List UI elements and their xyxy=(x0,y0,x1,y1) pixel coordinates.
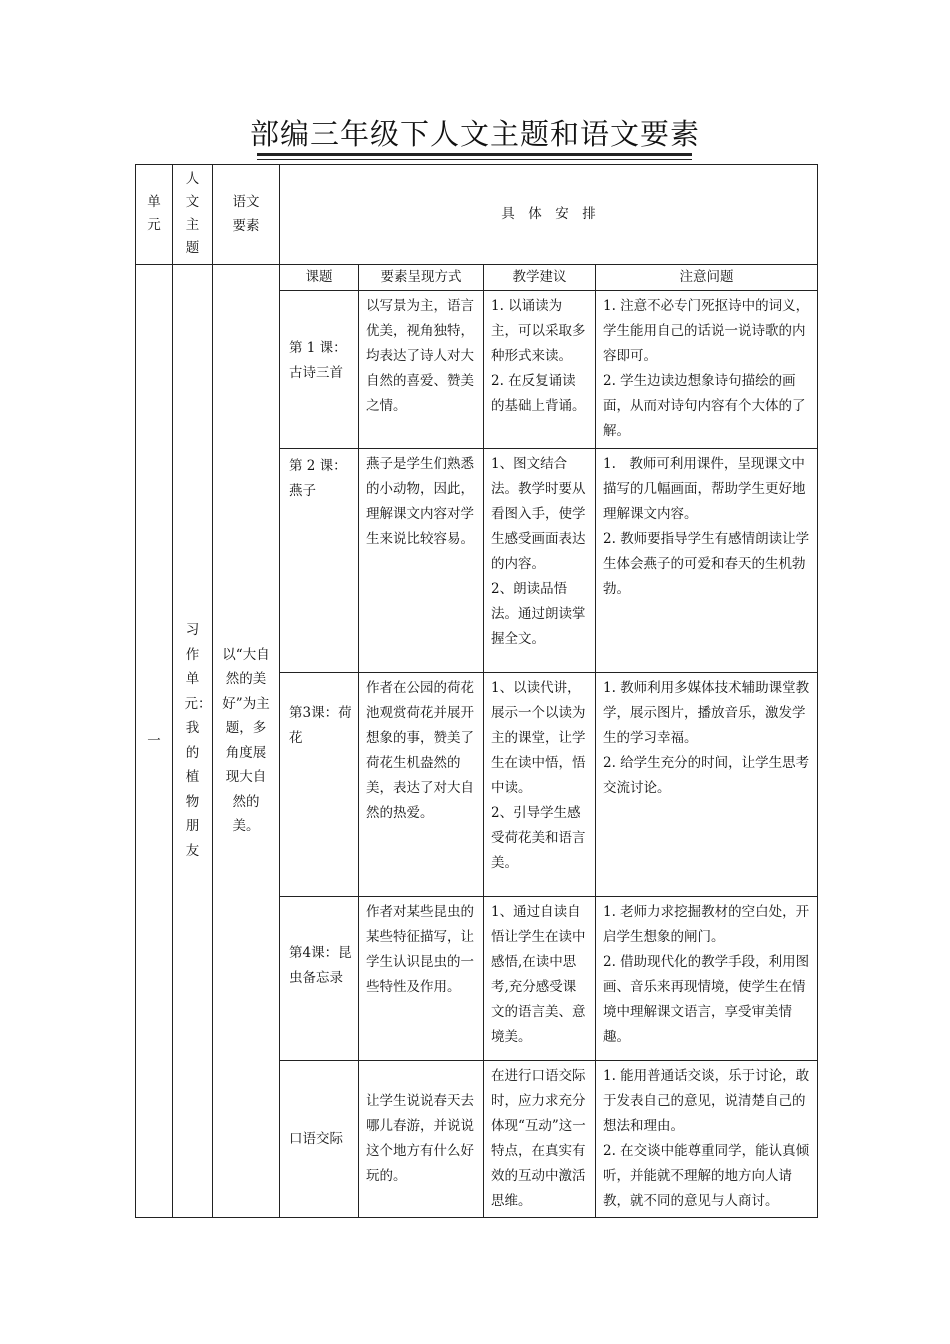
presentation-text: 作者在公园的荷花池观赏荷花并展开想象的事，赞美了荷花生机盎然的美，表达了对大自然的热爱。 xyxy=(366,680,474,821)
lesson-title-text: 第4课：昆虫备忘录 xyxy=(289,945,352,986)
attention-cell xyxy=(596,449,818,673)
lesson-title-text: 第3课：荷花 xyxy=(289,705,352,746)
suggestion-item: 1、以读代讲，展示一个以读为主的课堂，让学生在读中悟，悟中读。 xyxy=(491,680,586,796)
header-unit xyxy=(136,165,173,265)
attention-cell xyxy=(596,673,818,897)
lesson-title xyxy=(280,291,359,449)
unit-number xyxy=(136,265,173,1218)
unit-number-text: 一 xyxy=(147,732,161,749)
unit-theme xyxy=(173,265,213,1218)
subheader-attention: 注意问题 xyxy=(596,265,818,291)
attention-item: 2. 在交谈中能尊重同学，能认真倾听，并能就不理解的地方向人请教，就不同的意见与人商讨。 xyxy=(603,1143,810,1209)
lesson-title-text: 口语交际 xyxy=(289,1130,343,1147)
document-title: 部编三年级下人文主题和语文要素 xyxy=(249,117,700,151)
presentation-text: 让学生说说春天去哪儿春游，并说说这个地方有什么好玩的。 xyxy=(366,1093,474,1184)
presentation-cell xyxy=(359,897,484,1061)
lesson-title xyxy=(280,1061,359,1218)
header-theme-text: 人文主题 xyxy=(185,171,200,256)
subheader-presentation: 要素呈现方式 xyxy=(359,265,484,291)
attention-item: 1. 教师利用多媒体技术辅助课堂教学，展示图片，播放音乐，激发学生的学习幸福。 xyxy=(603,680,810,746)
lesson-title-text: 第 2 课：燕子 xyxy=(289,458,347,499)
attention-item: 2. 给学生充分的时间，让学生思考交流讨论。 xyxy=(603,755,810,796)
header-element xyxy=(213,165,280,265)
header-theme xyxy=(173,165,213,265)
lesson-title xyxy=(280,449,359,673)
presentation-cell xyxy=(359,1061,484,1218)
header-unit-text: 单元 xyxy=(147,194,161,233)
unit-theme-text: 习作单元：我的植物朋友 xyxy=(184,622,212,859)
attention-item: 2. 学生边读边想象诗句描绘的画面，从而对诗句内容有个大体的了解。 xyxy=(603,373,806,439)
presentation-text: 以写景为主，语言优美，视角独特，均表达了诗人对大自然的喜爱、赞美之情。 xyxy=(366,298,474,414)
attention-cell xyxy=(596,1061,818,1218)
lesson-title-text: 第 1 课：古诗三首 xyxy=(289,340,347,381)
presentation-cell xyxy=(359,673,484,897)
title-underline-thick xyxy=(257,153,692,156)
lesson-plan-table xyxy=(135,164,818,1218)
attention-cell xyxy=(596,897,818,1061)
suggestion-cell xyxy=(484,449,596,673)
unit-element-text: 以“大自然的美好”为主题，多角度展现大自然的美。 xyxy=(222,646,270,835)
presentation-text: 燕子是学生们熟悉的小动物，因此，理解课文内容对学生来说比较容易。 xyxy=(366,456,474,547)
suggestion-cell xyxy=(484,673,596,897)
attention-item: 1. 老师力求挖掘教材的空白处，开启学生想象的闸门。 xyxy=(603,904,810,945)
lesson-title xyxy=(280,673,359,897)
attention-item: 2. 教师要指导学生有感情朗读让学生体会燕子的可爱和春天的生机勃勃。 xyxy=(603,531,810,597)
subheader-lesson: 课题 xyxy=(280,265,359,291)
suggestion-cell xyxy=(484,1061,596,1218)
suggestion-item: 1、通过自读自悟让学生在读中感悟,在读中思考,充分感受课文的语言美、意境美。 xyxy=(491,904,586,1045)
attention-item: 2. 借助现代化的教学手段，利用图画、音乐来再现情境，使学生在情境中理解课文语言，享受审美情趣。 xyxy=(603,954,810,1045)
attention-item: 1. 注意不必专门死抠诗中的词义，学生能用自己的话说一说诗歌的内容即可。 xyxy=(603,298,810,364)
header-arrangement-text: 具 体 安 排 xyxy=(501,206,596,222)
suggestion-item: 2、朗读品悟法。通过朗读掌握全文。 xyxy=(491,581,586,647)
suggestion-item: 在进行口语交际时，应力求充分体现“互动”这一特点，在真实有效的互动中激活思维。 xyxy=(491,1068,586,1209)
presentation-cell xyxy=(359,449,484,673)
lesson-title xyxy=(280,897,359,1061)
suggestion-cell xyxy=(484,291,596,449)
attention-cell xyxy=(596,291,818,449)
suggestion-item: 1、图文结合法。教学时要从看图入手，使学生感受画面表达的内容。 xyxy=(491,456,586,572)
subheader-suggestion: 教学建议 xyxy=(484,265,596,291)
suggestion-item: 2. 在反复诵读的基础上背诵。 xyxy=(491,373,586,414)
header-arrangement xyxy=(280,165,818,265)
suggestion-cell xyxy=(484,897,596,1061)
suggestion-item: 1. 以诵读为主，可以采取多种形式来读。 xyxy=(491,298,586,364)
suggestion-item: 2、引导学生感受荷花美和语言美。 xyxy=(491,805,586,871)
attention-item: 1. 教师可利用课件，呈现课文中描写的几幅画面，帮助学生更好地理解课文内容。 xyxy=(603,456,806,522)
title-underline-thin xyxy=(257,159,692,160)
presentation-text: 作者对某些昆虫的某些特征描写，让学生认识昆虫的一些特性及作用。 xyxy=(366,904,474,995)
header-element-text: 语文要素 xyxy=(232,194,260,234)
attention-item: 1. 能用普通话交谈，乐于讨论，敢于发表自己的意见，说清楚自己的想法和理由。 xyxy=(603,1068,810,1134)
presentation-cell xyxy=(359,291,484,449)
unit-element xyxy=(213,265,280,1218)
